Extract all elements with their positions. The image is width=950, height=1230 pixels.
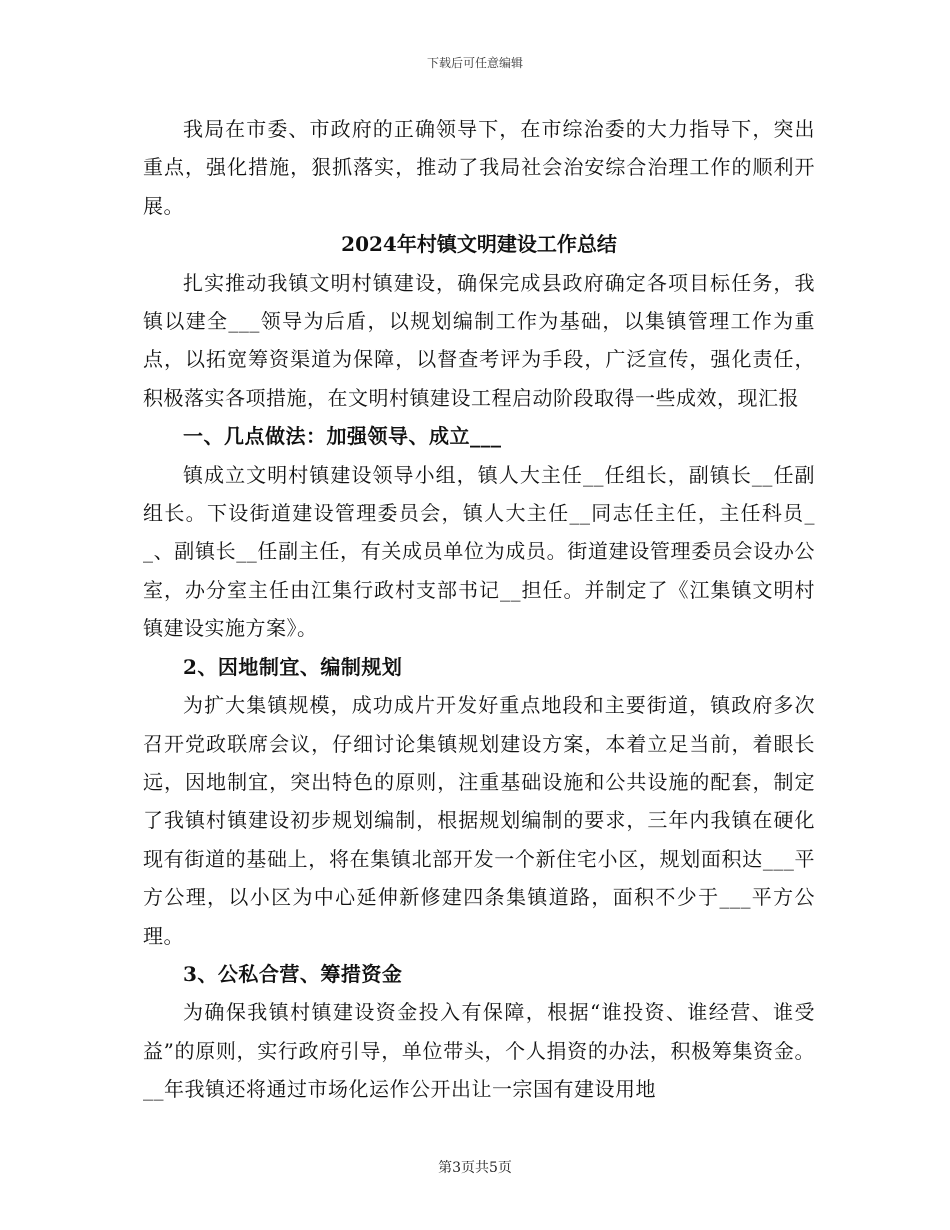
section-body-2: 为扩大集镇规模，成功成片开发好重点地段和主要街道，镇政府多次召开党政联席会议，仔细讨论集镇规划建设方案，本着立足当前，着眼长远，因地制宜，突出特色的原则，注重基础设施和公共设施的配套，制定了我镇村镇建设初步规划编制，根据规划编制的要求，三年内我镇在硬化现有街道的基础上，将在集镇北部开发一个新住宅小区，规划面积达___平方公理，以小区为中心延伸新修建四条集镇道路，面积不少于___平方公理。 (143, 693, 815, 948)
section-body-3: 为确保我镇村镇建设资金投入有保障，根据“谁投资、谁经营、谁受益”的原则，实行政府引导，单位带头，个人捐资的办法，积极筹集资金。__年我镇还将通过市场化运作公开出让一宗国有建设用地 (143, 1000, 815, 1102)
section-heading-2: 2、因地制宜、编制规划 (183, 654, 403, 679)
section-heading-3: 3、公私合营、筹措资金 (183, 961, 403, 986)
page-header-note: 下载后可任意编辑 (426, 56, 523, 70)
section-body-1: 镇成立文明村镇建设领导小组，镇人大主任__任组长，副镇长__任副组长。下设街道建设管理委员会，镇人大主任__同志任主任，主任科员__、副镇长__任副主任，有关成员单位为成员。街道建设管理委员会设办公室，办分室主任由江集行政村支部书记__担任。并制定了《江集镇文明村镇建设实施方案》。 (143, 462, 815, 641)
section-heading-1: 一、几点做法：加强领导、成立___ (183, 424, 502, 449)
document-body (143, 110, 815, 1109)
page-number-footer: 第3页共5页 (438, 1160, 512, 1176)
opening-paragraph: 扎实推动我镇文明村镇建设，确保完成县政府确定各项目标任务，我镇以建全___领导为后盾，以规划编制工作为基础，以集镇管理工作为重点，以拓宽筹资渠道为保障，以督查考评为手段，广泛宣传，强化责任，积极落实各项措施，在文明村镇建设工程启动阶段取得一些成效，现汇报 (143, 270, 815, 410)
intro-paragraph: 我局在市委、市政府的正确领导下，在市综治委的大力指导下，突出重点，强化措施，狠抓落实，推动了我局社会治安综合治理工作的顺利开展。 (143, 117, 815, 218)
document-title: 2024年村镇文明建设工作总结 (341, 232, 617, 257)
